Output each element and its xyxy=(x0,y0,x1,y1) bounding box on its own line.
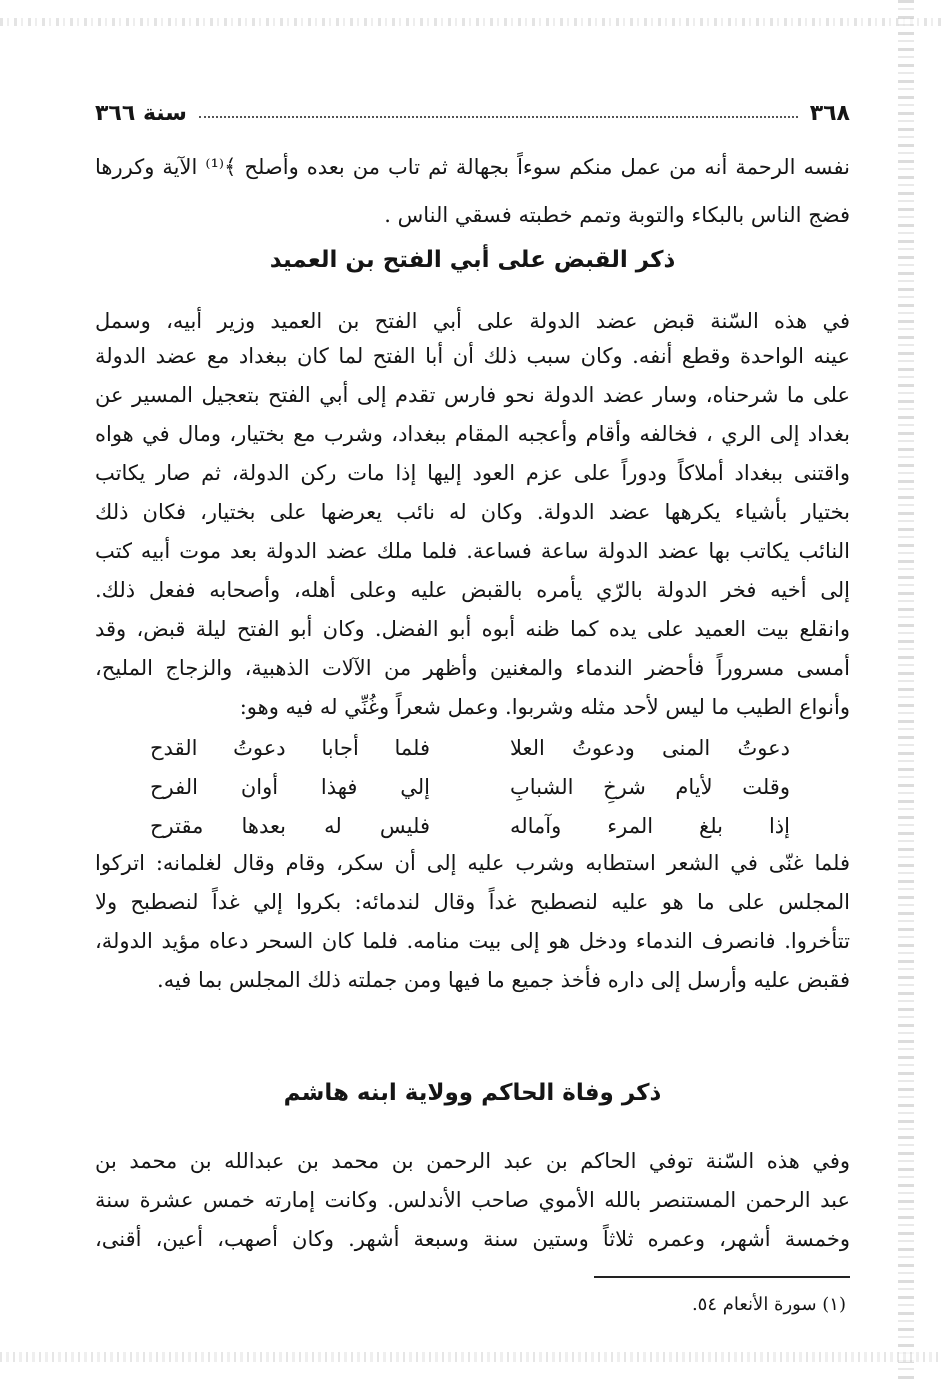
intro-line: نفسه الرحمة أنه من عمل منكم سوءاً بجهالة ثم تاب من بعده وأصلح ﴾⁽¹⁾ الآية وكررها xyxy=(95,155,851,179)
poem-second-hemistich: إلي فهذا أوان الفرح xyxy=(150,775,430,799)
poem-verse xyxy=(150,736,790,768)
paragraph-line: تتأخروا. فانصرف الندماء ودخل هو إلى بيت منامه. فلما كان السحر دعاه مؤيد الدولة، xyxy=(95,929,850,953)
header-year-label: سنة ٣٦٦ xyxy=(95,100,187,126)
paragraph-line: بختيار بأشياء يكرهها عضد الدولة. وكان له نائب يعرضها على بختيار، فكان ذلك xyxy=(95,500,850,524)
paragraph-line: فلما غنّى في الشعر استطابه وشرب عليه إلى أن سكر، وقام وقال لغلمانه: اتركوا xyxy=(95,851,850,875)
poem-first-hemistich: وقلت لأيام شرخِ الشبابِ xyxy=(510,775,790,799)
footnote-text: (١) سورة الأنعام ٥٤. xyxy=(691,1294,846,1315)
poem-first-hemistich: إذا بلغ المرء وآماله xyxy=(510,814,790,838)
poem-verse xyxy=(150,814,790,846)
paragraph-line: النائب يكاتب بها عضد الدولة ساعة فساعة. فلما ملك عضد الدولة بعد موت أبيه كتب xyxy=(95,539,850,563)
section-heading-al-hakam: ذكر وفاة الحاكم وولاية ابنه هاشم xyxy=(283,1080,662,1106)
paragraph-line: وانقلع بيت العميد على يده كما ظنه أبوه أبو الفضل. وكان أبو الفتح ليلة قبض، وقد xyxy=(95,617,850,641)
paragraph-line: المجلس على ما هو عليه لنصطبح غداً وقال لندمائه: بكروا إلي غداً لنصطبح ولا xyxy=(95,890,850,914)
intro-line: فضج الناس بالبكاء والتوبة وتمم خطبته فسقي الناس . xyxy=(384,203,850,227)
header-dotted-leader xyxy=(199,108,798,118)
paragraph-line: إلى أخيه فخر الدولة بالرّي يأمره بالقبض عليه وعلى أهله، وأصحابه ففعل ذلك. xyxy=(95,578,850,602)
running-header xyxy=(95,96,850,130)
paragraph-line: وأنواع الطيب ما ليس لأحد مثله وشربوا. وعمل شعراً وغُنِّي له فيه وهو: xyxy=(239,695,850,719)
paragraph-line: عبد الرحمن المستنصر بالله الأموي صاحب الأندلس. وكانت إمارته خمس عشرة سنة xyxy=(95,1188,850,1212)
footnote-divider xyxy=(594,1276,850,1278)
poem-first-hemistich: دعوتُ المنى ودعوتُ العلا xyxy=(510,736,790,760)
paragraph-line: واقتنى ببغداد أملاكاً ودوراً على عزم العود إليها إذا مات ركن الدولة، ثم صار يكاتب xyxy=(95,461,850,485)
page-number: ٣٦٨ xyxy=(809,100,850,126)
paragraph-line: وفي هذه السّنة توفي الحاكم بن عبد الرحمن بن محمد بن عبدالله بن محمد بن xyxy=(95,1149,850,1173)
paragraph-line: عينه الواحدة وقطع أنفه. وكان سبب ذلك أن أبا الفتح لما كان ببغداد مع عضد الدولة xyxy=(95,344,850,368)
paragraph-line: أمسى مسروراً فأحضر الندماء والمغنين وأظهر من الآلات الذهبية، والزجاج المليح، xyxy=(95,656,850,680)
paragraph-line: في هذه السّنة قبض عضد الدولة على أبي الفتح بن العميد وزير أبيه، وسمل xyxy=(95,309,850,333)
poem-second-hemistich: فلما أجابا دعوتُ القدح xyxy=(150,736,430,760)
paragraph-line: بغداد إلى الري ، فخالفه وأقام وأعجبه المقام ببغداد، وشرب مع بختيار، ومال في هواه xyxy=(95,422,850,446)
paragraph-line: فقبض عليه وأرسل إلى داره فأخذ جميع ما فيها ومن جملته ذلك المجلس بما فيه. xyxy=(157,968,850,992)
paragraph-line: على ما شرحناه، وسار عضد الدولة نحو فارس تقدم إلى أبي الفتح بتعجيل المسير عن xyxy=(95,383,850,407)
paragraph-line: وخمسة أشهر، وعمره ثلاثاً وستين سنة وسبعة أشهر. وكان أصهب، أعين، أقنى، xyxy=(95,1227,850,1251)
poem-verse xyxy=(150,775,790,807)
section-heading-abu-al-fath: ذكر القبض على أبي الفتح بن العميد xyxy=(269,247,676,273)
poem-second-hemistich: فليس له بعدها مقترح xyxy=(150,814,430,838)
